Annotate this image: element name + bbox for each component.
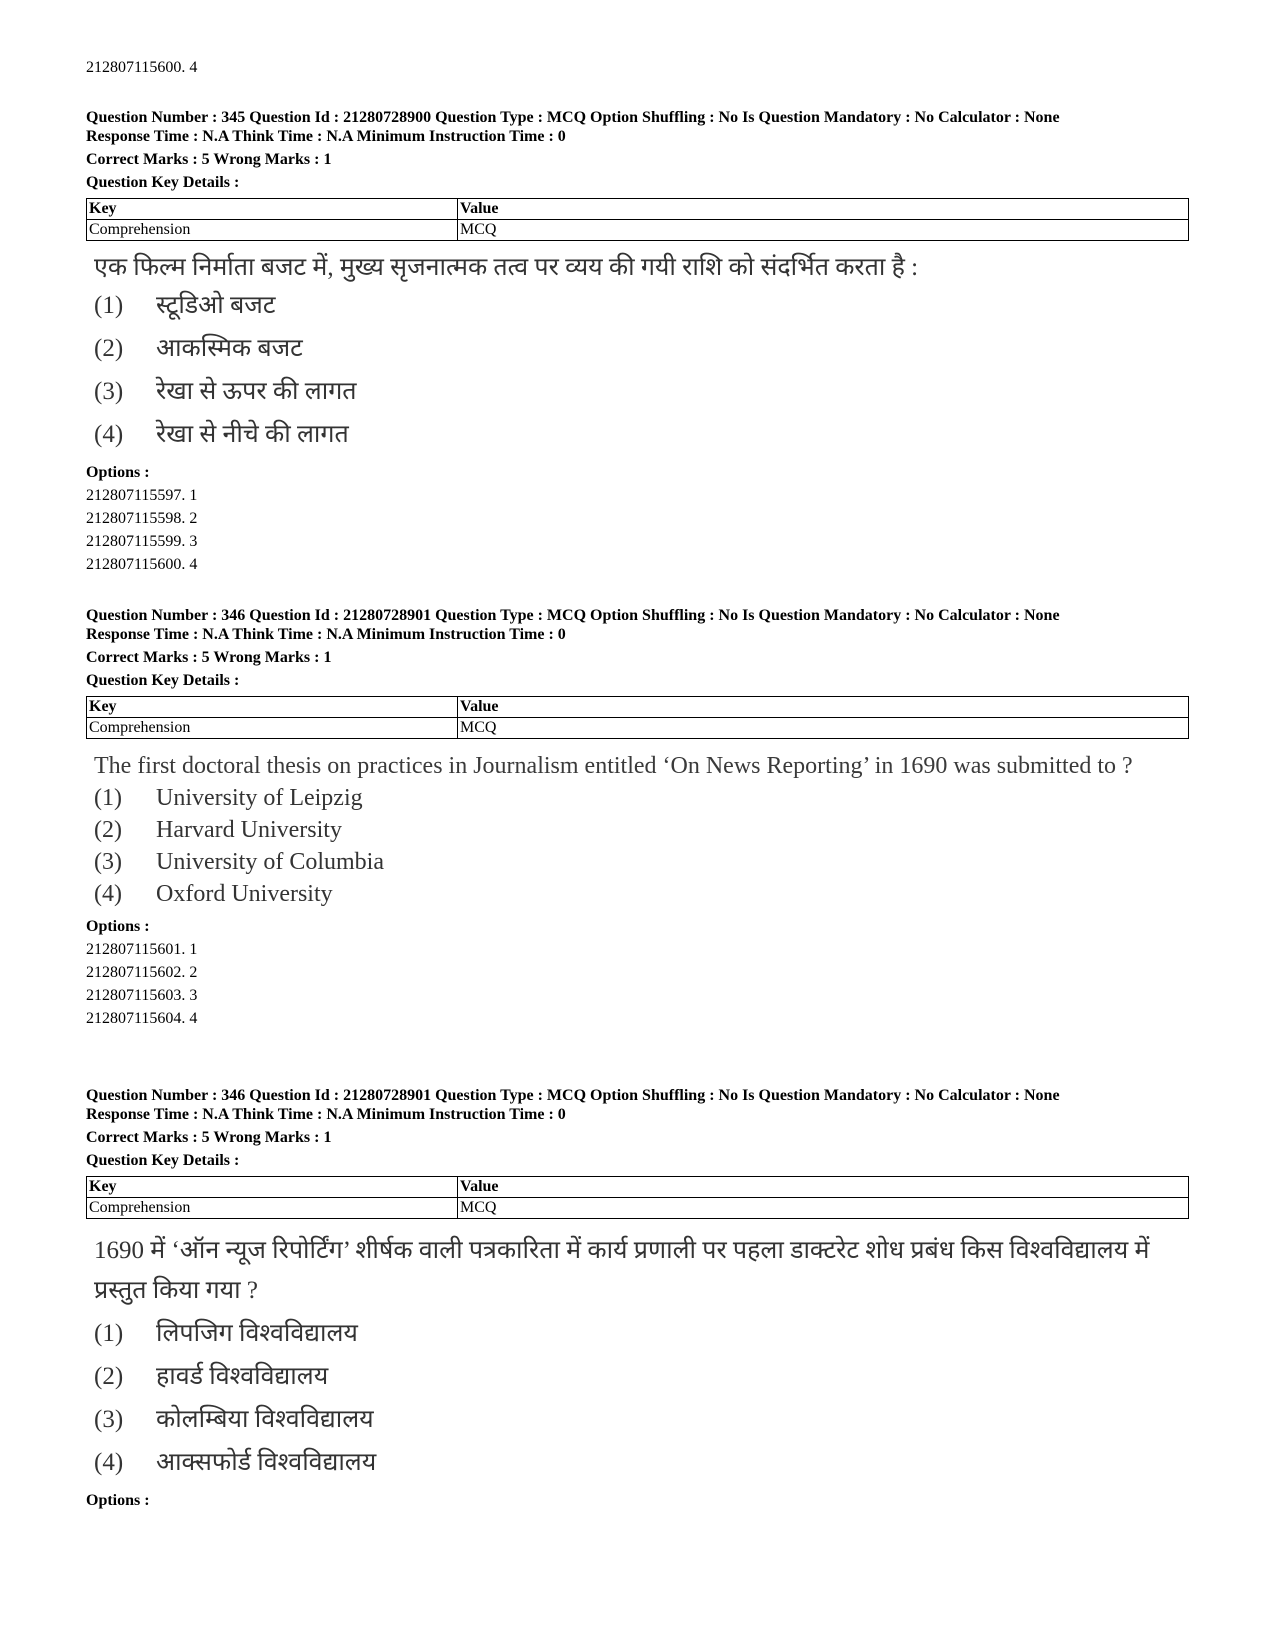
- choice-item: [94, 1444, 1189, 1487]
- choice-item: [94, 373, 1189, 416]
- choice-text: आकस्मिक बजट: [156, 335, 303, 362]
- question-timing-line: Response Time : N.A Think Time : N.A Minimum Instruction Time : 0: [86, 128, 566, 145]
- question-block-346-en: [86, 606, 1189, 1030]
- question-timing-line: Response Time : N.A Think Time : N.A Minimum Instruction Time : 0: [86, 626, 566, 643]
- choice-text: रेखा से नीचे की लागत: [156, 421, 349, 448]
- options-label: Options :: [86, 918, 150, 935]
- table-cell-value: MCQ: [458, 1198, 1189, 1219]
- table-header-row: [87, 1177, 1189, 1198]
- question-key-details-label: Question Key Details :: [86, 672, 240, 689]
- table-header-value: Value: [458, 697, 1189, 718]
- options-label: Options :: [86, 464, 150, 481]
- table-header-key: Key: [87, 1177, 458, 1198]
- choice-number: (1): [94, 292, 124, 319]
- option-id-line: 212807115599. 3: [86, 533, 198, 550]
- choice-text: Harvard University: [156, 817, 342, 843]
- question-key-table: [86, 1176, 1189, 1219]
- choice-text: कोलम्बिया विश्वविद्यालय: [156, 1406, 374, 1433]
- option-id-line: 212807115602. 2: [86, 964, 198, 981]
- table-cell-value: MCQ: [458, 718, 1189, 739]
- table-header-key: Key: [87, 697, 458, 718]
- choice-number: (1): [94, 785, 122, 811]
- choice-text: रेखा से ऊपर की लागत: [156, 378, 357, 405]
- choice-number: (4): [94, 1449, 124, 1476]
- choice-number: (3): [94, 849, 122, 875]
- choice-item: [94, 849, 1189, 881]
- question-meta-line: Question Number : 346 Question Id : 21280728901 Question Type : MCQ Option Shuffling : No Is Question Mandatory : No Calculator : None: [86, 607, 1060, 624]
- choice-item: [94, 817, 1189, 849]
- options-label: Options :: [86, 1492, 150, 1509]
- choice-text: Oxford University: [156, 881, 333, 907]
- choice-item: [94, 881, 1189, 913]
- choice-list: [86, 1315, 1189, 1487]
- question-block-346-hi: [86, 1086, 1189, 1512]
- choice-number: (3): [94, 1406, 124, 1433]
- question-marks-line: Correct Marks : 5 Wrong Marks : 1: [86, 1129, 332, 1146]
- choice-number: (3): [94, 378, 124, 405]
- choice-number: (2): [94, 1363, 124, 1390]
- choice-item: [94, 1315, 1189, 1358]
- choice-item: [94, 287, 1189, 330]
- option-id-line: 212807115597. 1: [86, 487, 198, 504]
- question-text: एक फिल्म निर्माता बजट में, मुख्य सृजनात्मक तत्व पर व्यय की गयी राशि को संदर्भित करता है :: [94, 254, 919, 281]
- table-cell-key: Comprehension: [87, 220, 458, 241]
- option-id-line: 212807115603. 3: [86, 987, 198, 1004]
- table-cell-key: Comprehension: [87, 718, 458, 739]
- table-row: [87, 1198, 1189, 1219]
- question-marks-line: Correct Marks : 5 Wrong Marks : 1: [86, 649, 332, 666]
- question-meta-line: Question Number : 345 Question Id : 21280728900 Question Type : MCQ Option Shuffling : No Is Question Mandatory : No Calculator : None: [86, 109, 1060, 126]
- choice-number: (2): [94, 817, 122, 843]
- question-key-details-label: Question Key Details :: [86, 1152, 240, 1169]
- option-id-line: 212807115601. 1: [86, 941, 198, 958]
- option-id-line: 212807115600. 4: [86, 556, 198, 573]
- choice-item: [94, 330, 1189, 373]
- choice-number: (4): [94, 881, 122, 907]
- table-row: [87, 718, 1189, 739]
- table-header-row: [87, 199, 1189, 220]
- choice-text: स्टूडिओ बजट: [156, 292, 276, 319]
- table-header-value: Value: [458, 199, 1189, 220]
- question-meta-line: Question Number : 346 Question Id : 21280728901 Question Type : MCQ Option Shuffling : No Is Question Mandatory : No Calculator : None: [86, 1087, 1060, 1104]
- table-header-key: Key: [87, 199, 458, 220]
- question-key-table: [86, 198, 1189, 241]
- question-timing-line: Response Time : N.A Think Time : N.A Minimum Instruction Time : 0: [86, 1106, 566, 1123]
- option-id-line: 212807115604. 4: [86, 1010, 198, 1027]
- choice-number: (2): [94, 335, 124, 362]
- choice-list: [86, 287, 1189, 459]
- table-cell-key: Comprehension: [87, 1198, 458, 1219]
- question-block-345: [86, 108, 1189, 576]
- question-text: 1690 में ‘ऑन न्यूज रिपोर्टिंग’ शीर्षक वाली पत्रकारिता में कार्य प्रणाली पर पहला डाक्टरेट शोध प्रबंध किस विश्वविद्यालय में प्रस्तुत किया गया ?: [94, 1237, 1150, 1304]
- table-cell-value: MCQ: [458, 220, 1189, 241]
- choice-text: हावर्ड विश्वविद्यालय: [156, 1363, 329, 1390]
- option-id-line: 212807115598. 2: [86, 510, 198, 527]
- question-key-table: [86, 696, 1189, 739]
- previous-option-line: 212807115600. 4: [86, 59, 198, 76]
- table-row: [87, 220, 1189, 241]
- question-key-details-label: Question Key Details :: [86, 174, 240, 191]
- choice-text: आक्सफोर्ड विश्वविद्यालय: [156, 1449, 377, 1476]
- table-header-value: Value: [458, 1177, 1189, 1198]
- choice-number: (4): [94, 421, 124, 448]
- table-header-row: [87, 697, 1189, 718]
- choice-list: [86, 785, 1189, 913]
- choice-text: University of Leipzig: [156, 785, 363, 811]
- question-marks-line: Correct Marks : 5 Wrong Marks : 1: [86, 151, 332, 168]
- choice-item: [94, 785, 1189, 817]
- choice-item: [94, 1358, 1189, 1401]
- question-text: The first doctoral thesis on practices in Journalism entitled ‘On News Reporting’ in 1690 was submitted to ?: [94, 753, 1133, 779]
- choice-text: लिपजिग विश्वविद्यालय: [156, 1320, 358, 1347]
- choice-item: [94, 1401, 1189, 1444]
- choice-item: [94, 416, 1189, 459]
- choice-text: University of Columbia: [156, 849, 384, 875]
- choice-number: (1): [94, 1320, 124, 1347]
